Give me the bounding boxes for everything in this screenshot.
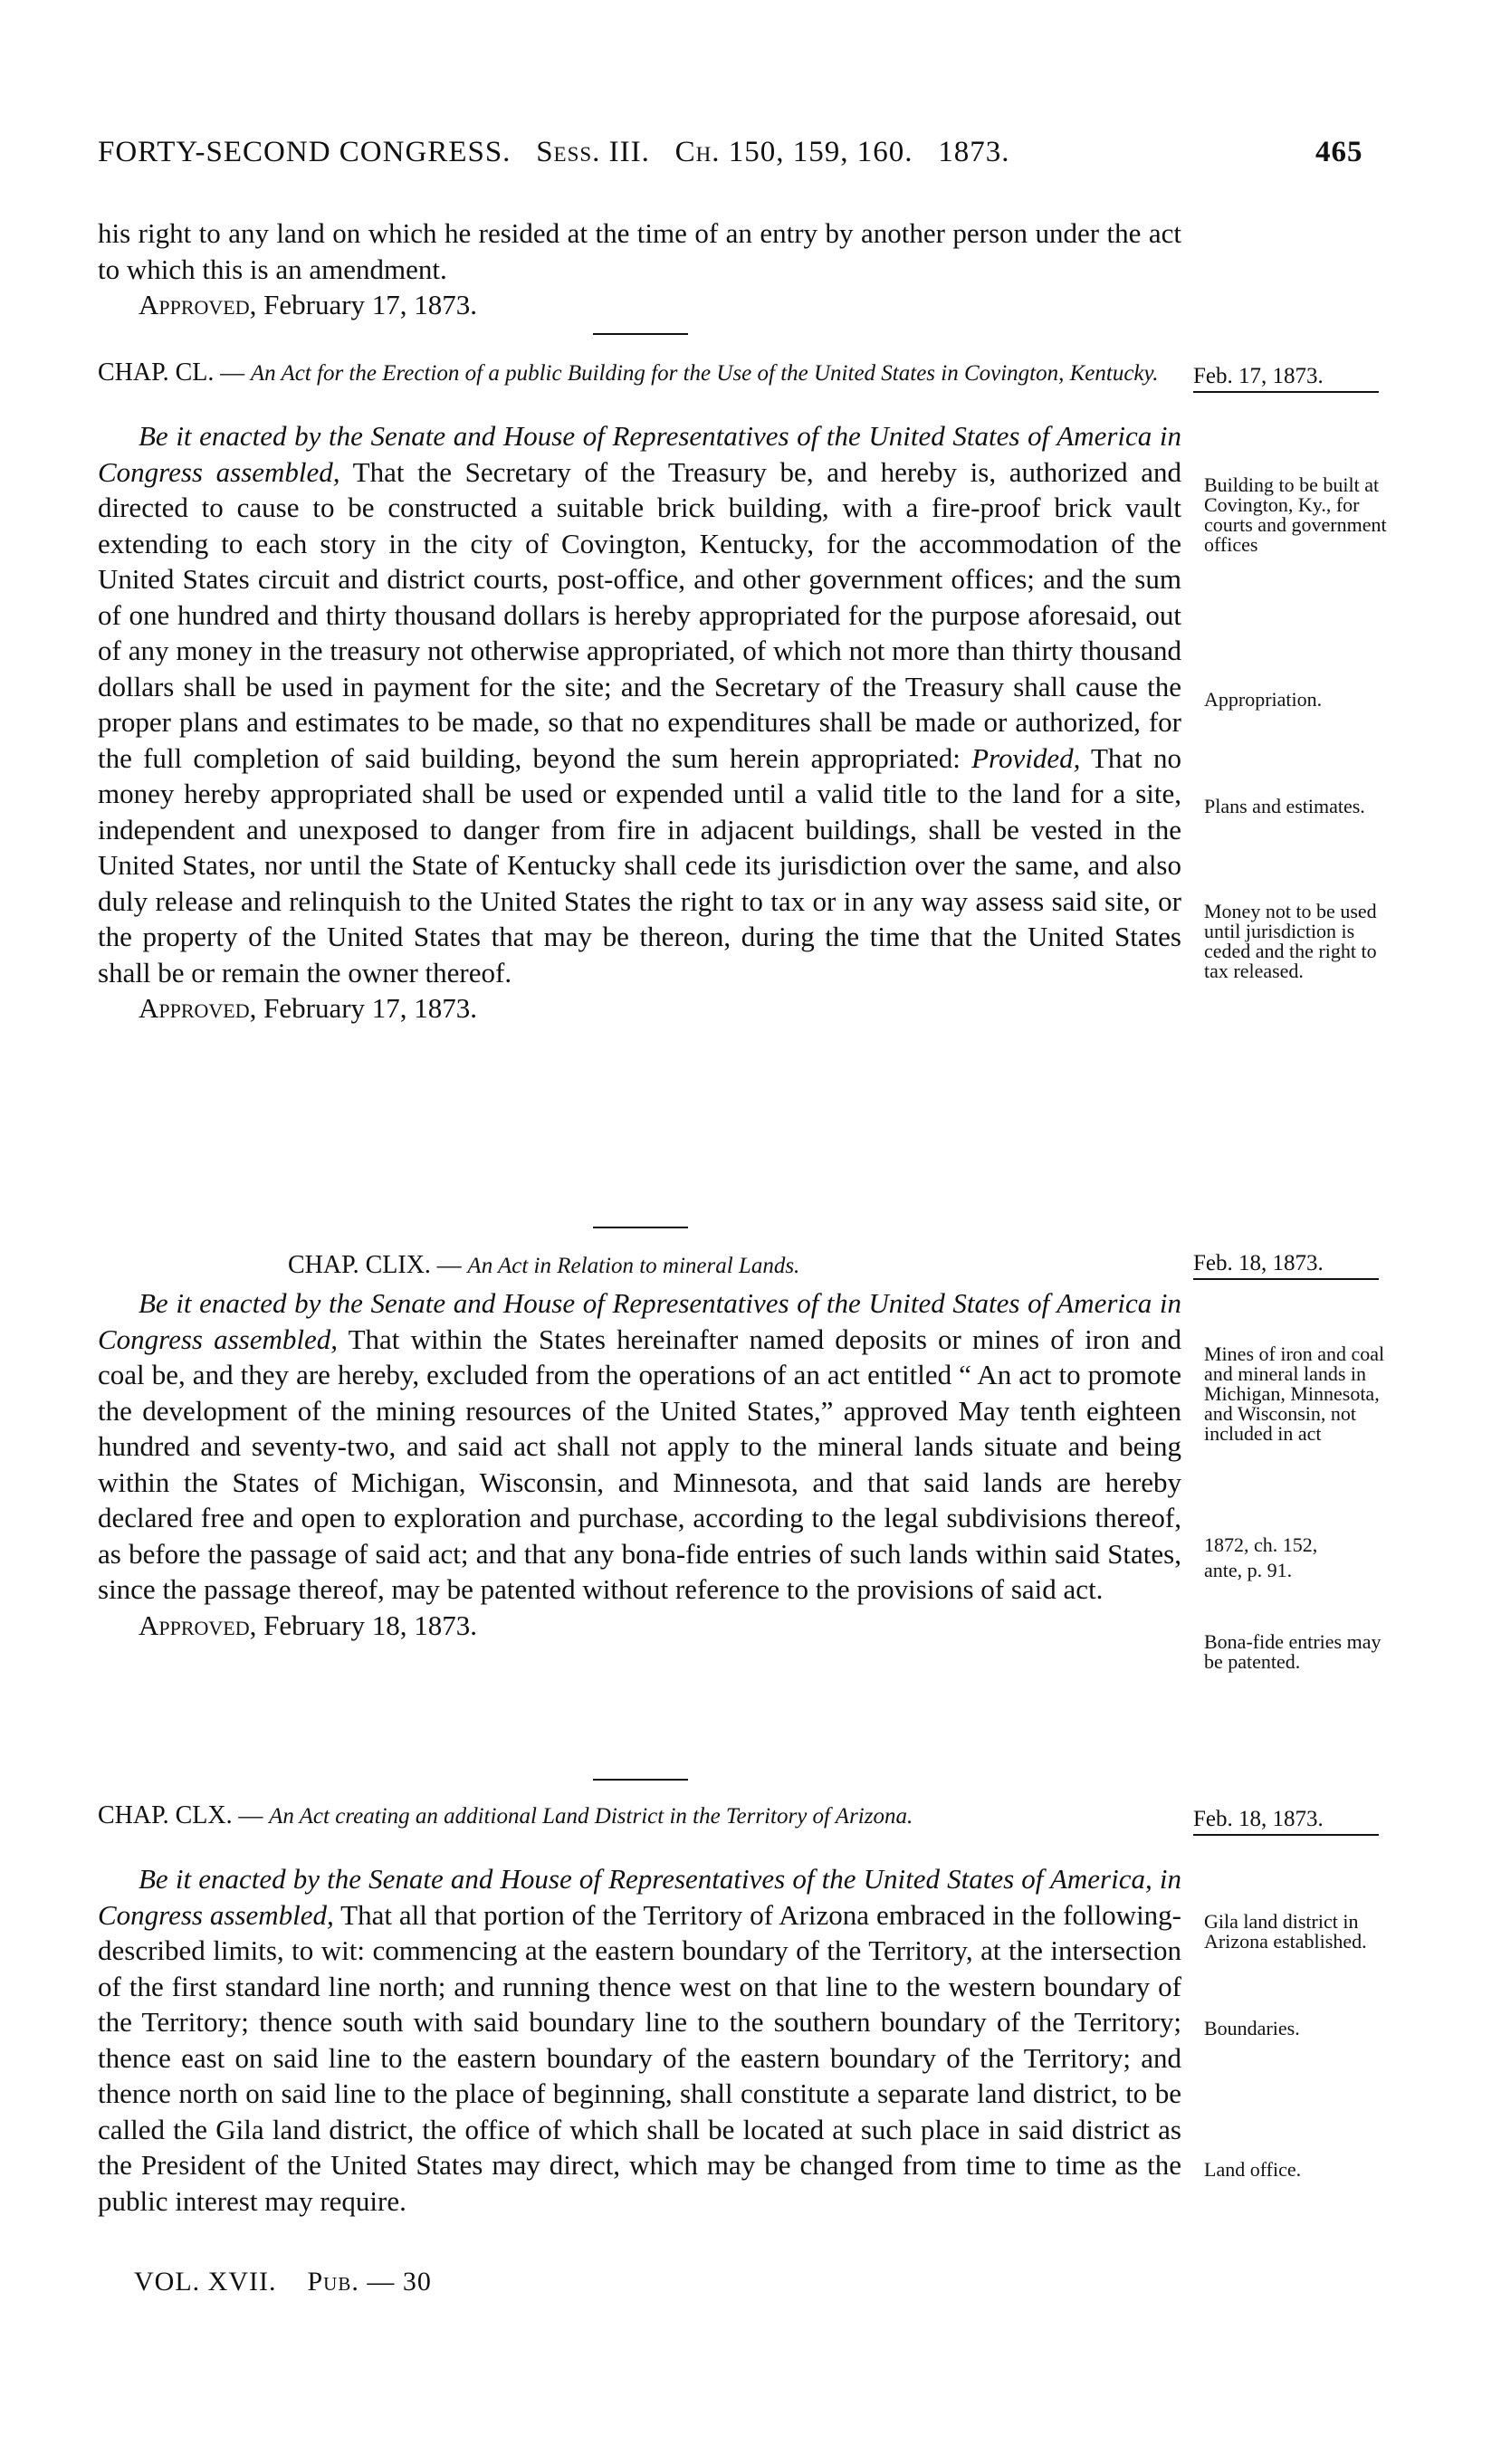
session-label: Sess. III. [536,136,650,168]
margin-note: Mines of iron and coal and mineral lands in Michigan, Minnesota, and Wisconsin, not included in act [1204,1342,1385,1445]
chap-159-body [98,1285,1181,1643]
margin-note: Money not to be used until jurisdiction is ceded and the right to tax released. [1204,900,1377,982]
section-divider [593,1227,688,1228]
chap-160-title: An Act creating an additional Land District in the Territory of Arizona. [269,1804,913,1829]
chap-160-body [98,1861,1181,2219]
chap-159-heading [288,1251,1103,1280]
approved-label: Approved, [139,1609,257,1641]
enacting-clause: Be it enacted by the Senate and House of Representatives of the United States of America in Congress assembled, [98,420,1181,488]
chap-150-title: An Act for the Erection of a public Building for the Use of the United States in Covington, Kentucky. [250,361,1159,386]
chap-150-section [98,418,1181,990]
chap-160-text: That all that portion of the Territory of Arizona embraced in the following-described limits, to wit: commencing at the eastern boundary of the Territory, at the intersection of the first standard line north; and running thence west on that line to the western boundary of the Territory; thence south with said boundary line to the southern boundary of the Territory; thence east on said line to the eastern boundary of the eastern boundary of the Territory; and thence north on said line to the place of beginning, shall constitute a separate land district, to be called the Gila land district, the office of which shall be located at such place in said district as the President of the United States may direct, which may be changed from time to time as the public interest may require. [98,1898,1182,2217]
approved-date: February 17, 1873. [263,289,478,320]
continuation-text: his right to any land on which he resided at the time of an entry by another person under the act to which this is an amendment. [98,217,1181,285]
chap-150-text-2: That no money hereby appropriated shall be used or expended until a valid title to the land for a site, independent and unexposed to danger from fire in adjacent buildings, shall be vested in the United States, nor until the State of Kentucky shall cede its jurisdiction over the same, and also duly release and relinquish to the United States the right to tax or in any way assess said site, or the property of the United States that may be thereon, during the time that the United States shall be or remain the owner thereof. [98,741,1181,988]
chapters-label: Ch. 150, 159, 160. [674,136,913,168]
chap-159-number: CHAP. CLIX. [288,1251,431,1279]
chap-159-title: An Act in Relation to mineral Lands. [467,1254,800,1278]
chap-150-text-1: That the Secretary of the Treasury be, and hereby is, authorized and directed to cause to be constructed a suitable brick building, with a fire-proof brick vault extending to each story in the city of Covington, Kentucky, for the accommodation of the United States circuit and district courts, post-office, and other government offices; and the sum of one hundred and thirty thousand dollars is hereby appropriated for the purpose aforesaid, out of any money in the treasury not otherwise appropriated, of which not more than thirty thousand dollars shall be used in payment for the site; and the Secretary of the Treasury shall cause the proper plans and estimates to be made, so that no expenditures shall be made or authorized, for the full completion of said building, beyond the sum herein appropriated: [98,455,1181,774]
margin-note: 1872, ch. 152, [1204,1533,1318,1556]
continuation-block [98,215,1181,323]
margin-note: Land office. [1204,2158,1302,2181]
chap-159-section [98,1285,1181,1608]
chap-150-approval [139,990,1181,1027]
margin-note: Appropriation. [1204,688,1323,711]
section-divider [593,1779,688,1781]
publication-mark: Pub. — 30 [307,2267,432,2297]
chap-160-date: Feb. 18, 1873. [1193,1807,1379,1836]
chap-160-section [98,1861,1181,2219]
margin-note: Plans and estimates. [1204,795,1365,817]
chap-160-number: CHAP. CLX. [98,1801,233,1829]
volume-label: VOL. XVII. [134,2267,277,2297]
chap-159-text: That within the States hereinafter named deposits or mines of iron and coal be, and they are hereby, excluded from the operations of an act entitled “ An act to promote the development of the mining resources of the United States,” approved May tenth eighteen hundred and seventy-two, and said act shall not apply to the mineral lands situate and being within the States of Michigan, Wisconsin, and Minnesota, and that said lands are hereby declared free and open to exploration and purchase, according to the legal subdivisions thereof, as before the passage of said act; and that any bona-fide entries of such lands within said States, since the passage thereof, may be patented without reference to the provisions of said act. [98,1323,1182,1605]
page-number: 465 [1315,136,1363,168]
header-year: 1873. [938,136,1010,168]
margin-note: Gila land district in Arizona established. [1204,1910,1367,1953]
chap-150-heading [98,358,1175,387]
margin-note: Building to be built at Covington, Ky., for courts and government offices [1204,473,1387,556]
enacting-clause: Be it enacted by the Senate and House of Representatives of the United States of America in Congress assembled, [98,1287,1181,1355]
proviso-label: Provided, [971,741,1081,774]
chap-150-body [98,418,1181,1027]
margin-note: ante, p. 91. [1204,1559,1293,1581]
congress-title: FORTY-SECOND CONGRESS. [98,136,511,168]
chap-150-date: Feb. 17, 1873. [1193,364,1379,393]
approved-label: Approved, [139,992,257,1024]
volume-signature [134,2267,432,2297]
section-divider [593,333,688,335]
heading-dash: — [214,358,251,386]
approved-date: February 17, 1873. [263,992,478,1024]
margin-note: Boundaries. [1204,2017,1300,2039]
approved-label: Approved, [139,289,257,320]
enacting-clause: Be it enacted by the Senate and House of Representatives of the United States of America, in Congress assembled, [98,1863,1181,1931]
continuation-approval [139,287,1181,323]
approved-date: February 18, 1873. [263,1609,478,1641]
chap-159-date: Feb. 18, 1873. [1193,1251,1379,1280]
margin-note: Bona-fide entries may be patented. [1204,1630,1381,1673]
chap-159-approval [139,1608,1181,1644]
chap-160-heading [98,1801,1175,1830]
heading-dash: — [430,1251,468,1278]
chap-150-number: CHAP. CL. [98,358,215,387]
heading-dash: — [232,1801,270,1829]
header-title-line [98,136,1010,169]
